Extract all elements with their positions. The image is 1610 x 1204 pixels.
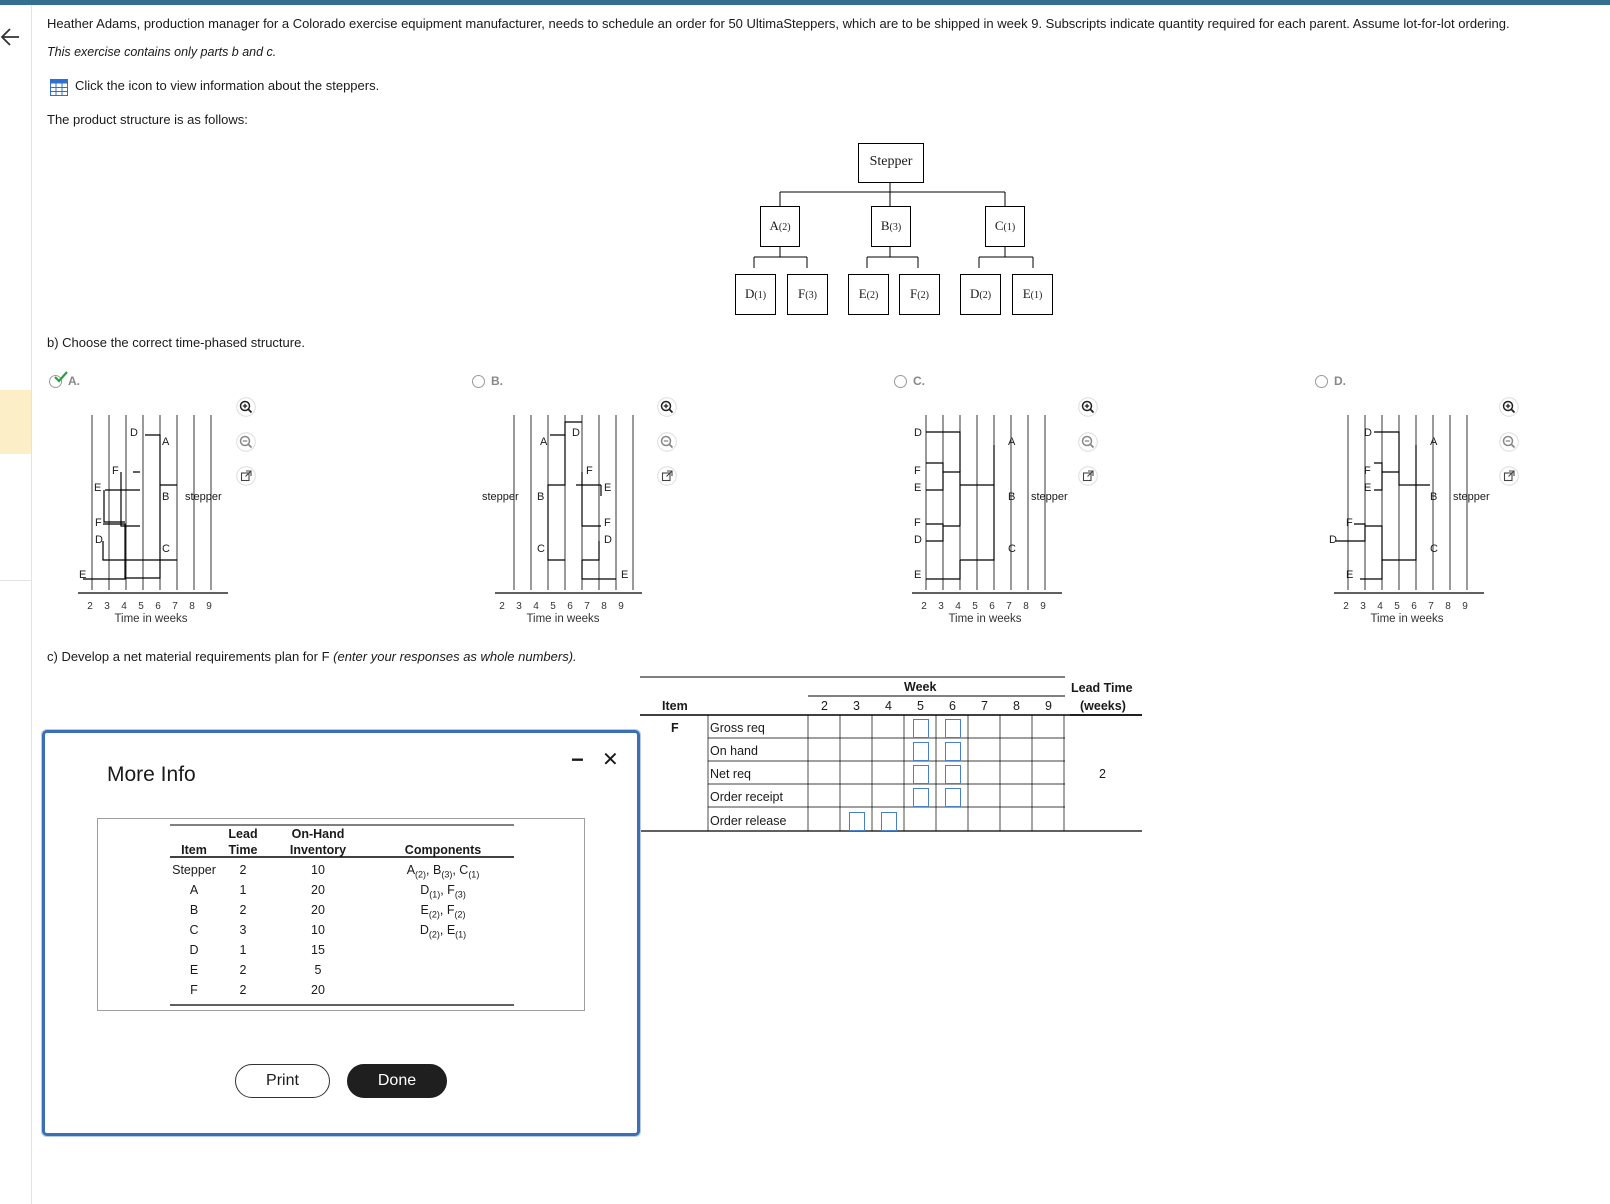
info-header-onhand-1: On-Hand — [291, 827, 345, 841]
timephased-diagram-b — [482, 410, 650, 625]
diag-b-letter-f1: F — [586, 465, 593, 477]
tree-node-e-under-c: E(1) — [1012, 274, 1053, 315]
svg-text:8: 8 — [601, 601, 607, 612]
mrp-week-2: 2 — [821, 699, 828, 713]
mrp-row-net-req: Net req — [710, 767, 751, 781]
diag-a-letter-b: B — [162, 491, 170, 503]
modal-title: More Info — [107, 763, 196, 786]
info-row-item: B — [189, 903, 199, 917]
gross-req-week6-input[interactable] — [945, 719, 961, 738]
option-b-label[interactable]: B. — [491, 374, 503, 388]
diag-c-letter-e2: E — [914, 569, 922, 581]
mrp-week-6: 6 — [949, 699, 956, 713]
diag-c-letter-a: A — [1008, 436, 1016, 448]
option-b-radio[interactable] — [472, 375, 485, 388]
svg-text:9: 9 — [618, 601, 624, 612]
info-table-frame — [97, 818, 585, 1011]
diag-c-axis-label: Time in weeks — [948, 613, 1022, 625]
gross-req-week5-input[interactable] — [913, 719, 929, 738]
info-row-lead: 2 — [239, 863, 247, 877]
diag-a-letter-f1: F — [112, 465, 119, 477]
info-row-item: A — [189, 883, 199, 897]
svg-text:3: 3 — [516, 601, 522, 612]
diag-b-letter-f2: F — [604, 517, 611, 529]
structure-intro: The product structure is as follows: — [47, 112, 248, 127]
part-c-question: c) Develop a net material requirements plan for F (enter your responses as whole numbers). — [47, 649, 577, 664]
info-link-text[interactable]: Click the icon to view information about the steppers. — [75, 78, 380, 93]
svg-text:2: 2 — [1343, 601, 1349, 612]
info-row-item: C — [189, 923, 199, 937]
tree-node-a: A(2) — [760, 206, 800, 247]
svg-text:8: 8 — [1023, 601, 1029, 612]
svg-text:9: 9 — [206, 601, 212, 612]
order-receipt-week5-input[interactable] — [913, 788, 929, 807]
mrp-leadtime-units: (weeks) — [1080, 699, 1126, 713]
svg-text:6: 6 — [155, 601, 161, 612]
order-release-week3-input[interactable] — [849, 812, 865, 831]
info-row-onhand: 15 — [311, 943, 325, 957]
mrp-leadtime-value: 2 — [1099, 767, 1106, 781]
info-row-onhand: 5 — [314, 963, 322, 977]
option-d-label[interactable]: D. — [1334, 374, 1346, 388]
info-row-onhand: 20 — [311, 903, 325, 917]
info-header-lead-1: Lead — [228, 827, 258, 841]
svg-text:7: 7 — [584, 601, 590, 612]
diag-a-letter-d1: D — [130, 427, 138, 439]
print-button[interactable]: Print — [235, 1064, 330, 1098]
tree-node-e-under-b: E(2) — [848, 274, 889, 315]
diag-b-letter-e1: E — [604, 482, 612, 494]
svg-text:9: 9 — [1462, 601, 1468, 612]
top-accent-bar — [0, 0, 1610, 5]
diag-b-stepper: stepper — [482, 491, 519, 503]
mrp-row-order-receipt: Order receipt — [710, 790, 783, 804]
svg-text:5: 5 — [1394, 601, 1400, 612]
mrp-week-header: Week — [904, 680, 937, 694]
net-req-week6-input[interactable] — [945, 765, 961, 784]
svg-text:4: 4 — [121, 601, 127, 612]
svg-text:2: 2 — [499, 601, 505, 612]
part-b-question: b) Choose the correct time-phased structure. — [47, 335, 305, 350]
rail-divider — [0, 580, 31, 581]
diag-b-letter-d2: D — [604, 534, 612, 546]
zoom-out-icon[interactable] — [657, 432, 677, 452]
diag-d-letter-f1: F — [1364, 465, 1371, 477]
info-row-lead: 2 — [239, 903, 247, 917]
info-row-lead: 2 — [239, 983, 247, 997]
close-button[interactable]: ✕ — [602, 749, 619, 771]
zoom-in-icon[interactable] — [657, 397, 677, 417]
zoom-in-icon[interactable] — [236, 397, 256, 417]
diag-b-axis-label: Time in weeks — [526, 613, 600, 625]
svg-text:9: 9 — [1040, 601, 1046, 612]
table-info-icon[interactable] — [50, 79, 68, 96]
problem-statement: Heather Adams, production manager for a Colorado exercise equipment manufacturer, needs to schedule an order for 50 UltimaSteppers, which are to be shipped in week 9. Subscripts indicate quantity required for each parent. Assume lot-for-lot ordering. — [47, 16, 1510, 31]
info-row-onhand: 10 — [311, 863, 325, 877]
info-row-lead: 1 — [239, 883, 247, 897]
minimize-button[interactable]: − — [571, 747, 584, 772]
svg-text:4: 4 — [1377, 601, 1383, 612]
diag-d-letter-e1: E — [1364, 482, 1372, 494]
diag-b-letter-d1: D — [572, 427, 580, 439]
info-header-item: Item — [181, 843, 207, 857]
tree-node-c: C(1) — [985, 206, 1025, 247]
on-hand-week5-input[interactable] — [913, 742, 929, 761]
back-arrow-icon[interactable] — [0, 25, 22, 49]
mrp-item-f: F — [671, 721, 679, 735]
diag-c-letter-f2: F — [914, 517, 921, 529]
svg-text:5: 5 — [550, 601, 556, 612]
svg-text:8: 8 — [189, 601, 195, 612]
tree-node-stepper: Stepper — [858, 143, 924, 183]
info-row-item: E — [189, 963, 199, 977]
tree-node-d-under-a: D(1) — [735, 274, 776, 315]
info-row-item: F — [190, 983, 198, 997]
more-info-modal — [42, 730, 640, 1136]
mrp-week-4: 4 — [885, 699, 892, 713]
tree-node-f-under-b: F(2) — [899, 274, 940, 315]
info-header-components: Components — [404, 843, 482, 857]
mrp-row-gross-req: Gross req — [710, 721, 765, 735]
svg-text:6: 6 — [1411, 601, 1417, 612]
diag-a-stepper: stepper — [185, 491, 222, 503]
diag-b-letter-c: C — [537, 543, 545, 555]
open-external-icon[interactable] — [1499, 466, 1519, 486]
diag-b-letter-a: A — [540, 436, 548, 448]
info-row-components: $A_{(2)}$, $B_{(3)}$, $C_{(1)}$ — [406, 863, 480, 880]
diag-c-letter-d1: D — [914, 427, 922, 439]
svg-text:5: 5 — [138, 601, 144, 612]
diag-b-letter-e2: E — [621, 569, 629, 581]
question-highlight-marker — [0, 390, 31, 454]
tree-node-b: B(3) — [871, 206, 911, 247]
svg-text:7: 7 — [172, 601, 178, 612]
mrp-week-3: 3 — [853, 699, 860, 713]
info-row-lead: 3 — [239, 923, 247, 937]
zoom-out-icon[interactable] — [236, 432, 256, 452]
info-row-onhand: 20 — [311, 983, 325, 997]
svg-text:7: 7 — [1428, 601, 1434, 612]
svg-text:6: 6 — [567, 601, 573, 612]
tree-node-d-under-c: D(2) — [960, 274, 1001, 315]
diag-c-letter-f1: F — [914, 465, 921, 477]
open-external-icon[interactable] — [1078, 466, 1098, 486]
zoom-in-icon[interactable] — [1078, 397, 1098, 417]
mrp-week-8: 8 — [1013, 699, 1020, 713]
diag-c-stepper: stepper — [1031, 491, 1068, 503]
info-row-onhand: 20 — [311, 883, 325, 897]
svg-text:3: 3 — [104, 601, 110, 612]
diag-a-axis-label: Time in weeks — [114, 613, 188, 625]
diag-a-letter-d2: D — [95, 534, 103, 546]
option-a-label[interactable]: A. — [68, 374, 80, 388]
mrp-week-5: 5 — [917, 699, 924, 713]
diag-d-letter-e2: E — [1346, 569, 1354, 581]
info-row-lead: 2 — [239, 963, 247, 977]
mrp-week-9: 9 — [1045, 699, 1052, 713]
mrp-row-on-hand: On hand — [710, 744, 758, 758]
info-row-item: Stepper — [172, 863, 216, 877]
diag-b-letter-b: B — [537, 491, 545, 503]
diag-d-letter-f2: F — [1346, 517, 1353, 529]
open-external-icon[interactable] — [236, 466, 256, 486]
option-d-radio[interactable] — [1315, 375, 1328, 388]
svg-text:2: 2 — [921, 601, 927, 612]
svg-text:3: 3 — [938, 601, 944, 612]
order-release-week4-input[interactable] — [881, 812, 897, 831]
svg-text:6: 6 — [989, 601, 995, 612]
timephased-diagram-d — [1329, 410, 1494, 625]
mrp-week-7: 7 — [981, 699, 988, 713]
svg-text:4: 4 — [533, 601, 539, 612]
diag-d-stepper: stepper — [1453, 491, 1490, 503]
svg-text:3: 3 — [1360, 601, 1366, 612]
diag-c-letter-d2: D — [914, 534, 922, 546]
diag-d-letter-b: B — [1430, 491, 1438, 503]
info-row-item: D — [189, 943, 199, 957]
zoom-out-icon[interactable] — [1499, 432, 1519, 452]
on-hand-week6-input[interactable] — [945, 742, 961, 761]
diag-c-letter-e1: E — [914, 482, 922, 494]
diag-d-letter-a: A — [1430, 436, 1438, 448]
info-row-components: $D_{(2)}$, $E_{(1)}$ — [419, 923, 467, 940]
checkmark-icon — [54, 371, 68, 383]
svg-text:8: 8 — [1445, 601, 1451, 612]
diag-d-axis-label: Time in weeks — [1370, 613, 1444, 625]
timephased-diagram-c — [912, 410, 1072, 625]
diag-d-letter-c: C — [1430, 543, 1438, 555]
diag-d-letter-d1: D — [1364, 427, 1372, 439]
open-external-icon[interactable] — [657, 466, 677, 486]
timephased-diagram-a — [78, 410, 238, 625]
zoom-out-icon[interactable] — [1078, 432, 1098, 452]
diag-a-letter-a: A — [162, 436, 170, 448]
diag-a-letter-c: C — [162, 543, 170, 555]
mrp-item-header: Item — [662, 699, 688, 713]
diag-a-letter-e2: E — [79, 569, 87, 581]
info-header-lead-2: Time — [228, 843, 258, 857]
net-req-week5-input[interactable] — [913, 765, 929, 784]
option-c-radio[interactable] — [894, 375, 907, 388]
info-row-onhand: 10 — [311, 923, 325, 937]
svg-text:4: 4 — [955, 601, 961, 612]
svg-text:5: 5 — [972, 601, 978, 612]
info-row-components: $E_{(2)}$, $F_{(2)}$ — [420, 903, 466, 920]
diag-a-letter-f2: F — [95, 517, 102, 529]
zoom-in-icon[interactable] — [1499, 397, 1519, 417]
svg-text:7: 7 — [1006, 601, 1012, 612]
diag-c-letter-c: C — [1008, 543, 1016, 555]
mrp-leadtime-header: Lead Time — [1071, 681, 1133, 695]
left-rail-divider — [31, 5, 32, 1204]
info-row-components: $D_{(1)}$, $F_{(3)}$ — [420, 883, 466, 900]
diag-c-letter-b: B — [1008, 491, 1016, 503]
svg-text:2: 2 — [87, 601, 93, 612]
diag-d-letter-d2: D — [1329, 534, 1337, 546]
info-row-lead: 1 — [239, 943, 247, 957]
mrp-row-order-release: Order release — [710, 814, 787, 828]
done-button[interactable]: Done — [347, 1064, 447, 1098]
exercise-note: This exercise contains only parts b and c. — [47, 45, 277, 59]
order-receipt-week6-input[interactable] — [945, 788, 961, 807]
info-header-onhand-2: Inventory — [289, 843, 347, 857]
option-c-label[interactable]: C. — [913, 374, 925, 388]
tree-node-f-under-a: F(3) — [787, 274, 828, 315]
diag-a-letter-e1: E — [94, 482, 102, 494]
